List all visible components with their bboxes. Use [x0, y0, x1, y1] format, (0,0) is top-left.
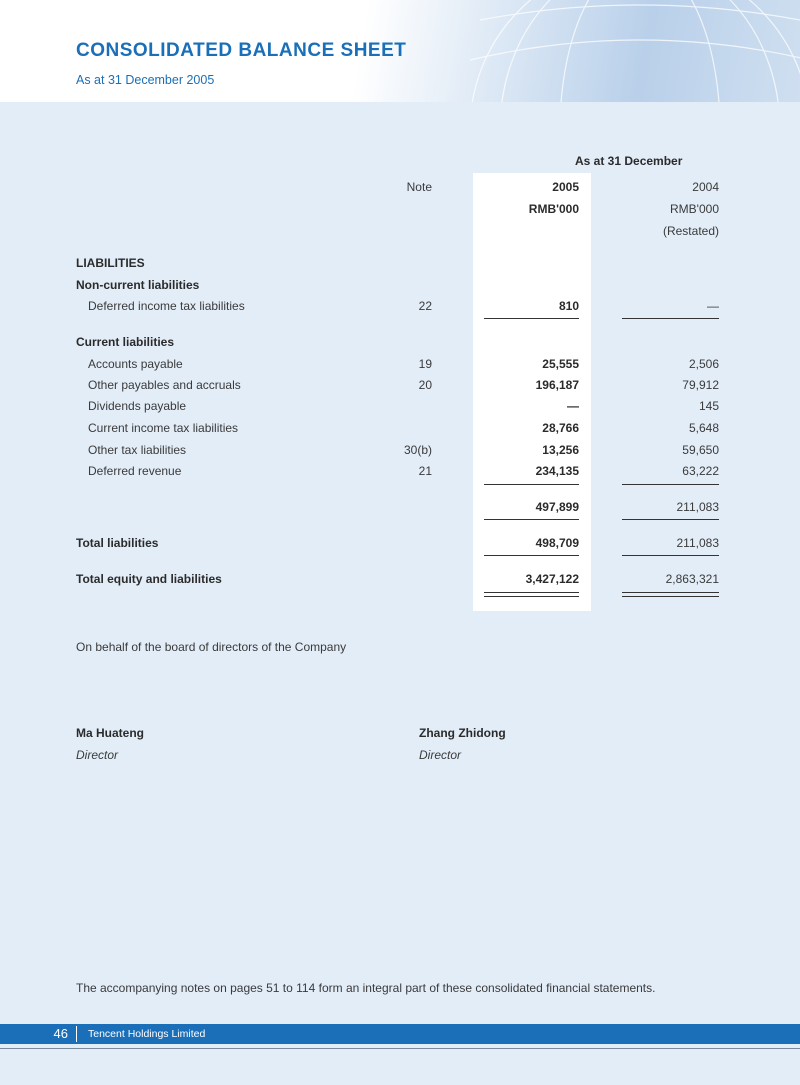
- double-rule-line: [484, 596, 579, 597]
- signatory-right-name: Zhang Zhidong: [419, 726, 506, 740]
- total-equity-liabilities-label: Total equity and liabilities: [76, 572, 222, 586]
- row-value-2004: 2,506: [688, 357, 719, 371]
- row-note: 30(b): [403, 443, 432, 457]
- row-note: 20: [418, 378, 432, 392]
- row-note: 22: [418, 299, 432, 313]
- double-rule-line: [484, 592, 579, 593]
- total-liabilities-2004: 211,083: [676, 536, 719, 550]
- page-subtitle: As at 31 December 2005: [76, 73, 215, 87]
- signatory-left-role: Director: [76, 748, 119, 762]
- current-heading: Current liabilities: [76, 335, 175, 349]
- row-value-2005: 13,256: [542, 443, 579, 457]
- total-liabilities-label: Total liabilities: [76, 536, 159, 550]
- row-label: Dividends payable: [88, 399, 187, 413]
- row-note: 21: [418, 464, 432, 478]
- subtotal-2005: 497,899: [535, 500, 579, 514]
- non-current-heading: Non-current liabilities: [76, 278, 200, 292]
- group-heading: As at 31 December: [575, 154, 683, 168]
- row-value-2005: 25,555: [542, 357, 579, 371]
- footer-rule: [0, 1048, 800, 1049]
- rule-line: [484, 555, 579, 556]
- row-value-2004: 63,222: [682, 464, 719, 478]
- footer-divider: [76, 1026, 77, 1042]
- rule-line: [484, 519, 579, 520]
- row-label: Deferred revenue: [88, 464, 182, 478]
- rule-line: [484, 318, 579, 319]
- row-value-2005: 234,135: [535, 464, 579, 478]
- page-number: 46: [53, 1026, 68, 1041]
- signatory-left-name: Ma Huateng: [76, 726, 145, 740]
- row-label: Other tax liabilities: [88, 443, 187, 457]
- row-value-2004: 79,912: [682, 378, 719, 392]
- signature-intro: On behalf of the board of directors of the Company: [76, 640, 347, 654]
- unit-2004: RMB'000: [670, 202, 719, 216]
- row-label: Other payables and accruals: [88, 378, 241, 392]
- row-value-2005: —: [567, 399, 579, 413]
- row-value-2005: 28,766: [542, 421, 579, 435]
- total-liabilities-2005: 498,709: [535, 536, 579, 550]
- rule-line: [622, 484, 719, 485]
- double-rule-line: [622, 592, 719, 593]
- row-value-2004: 59,650: [682, 443, 719, 457]
- total-equity-liabilities-2005: 3,427,122: [525, 572, 579, 586]
- row-label: Accounts payable: [88, 357, 183, 371]
- total-equity-liabilities-2004: 2,863,321: [665, 572, 719, 586]
- rule-line: [622, 555, 719, 556]
- year-2005-header: 2005: [552, 180, 579, 194]
- row-value-2004: 5,648: [688, 421, 719, 435]
- signatory-right-role: Director: [419, 748, 462, 762]
- row-value-2005: 810: [558, 299, 579, 313]
- subtotal-2004: 211,083: [676, 500, 719, 514]
- row-note: 19: [418, 357, 432, 371]
- rule-line: [622, 519, 719, 520]
- year-2004-header: 2004: [692, 180, 719, 194]
- company-name: Tencent Holdings Limited: [88, 1028, 206, 1040]
- page-title: CONSOLIDATED BALANCE SHEET: [76, 40, 407, 61]
- rule-line: [622, 318, 719, 319]
- footnote: The accompanying notes on pages 51 to 114 form an integral part of these consolidated financial statements.: [76, 981, 656, 995]
- unit-2005: RMB'000: [528, 202, 579, 216]
- row-value-2005: 196,187: [535, 378, 579, 392]
- restated-label: (Restated): [662, 224, 719, 238]
- row-label: Deferred income tax liabilities: [88, 299, 245, 313]
- page-header: [0, 0, 800, 102]
- section-heading: LIABILITIES: [76, 256, 145, 270]
- note-header: Note: [406, 180, 432, 194]
- row-label: Current income tax liabilities: [88, 421, 239, 435]
- row-value-2004: —: [707, 299, 719, 313]
- row-value-2004: 145: [698, 399, 719, 413]
- double-rule-line: [622, 596, 719, 597]
- rule-line: [484, 484, 579, 485]
